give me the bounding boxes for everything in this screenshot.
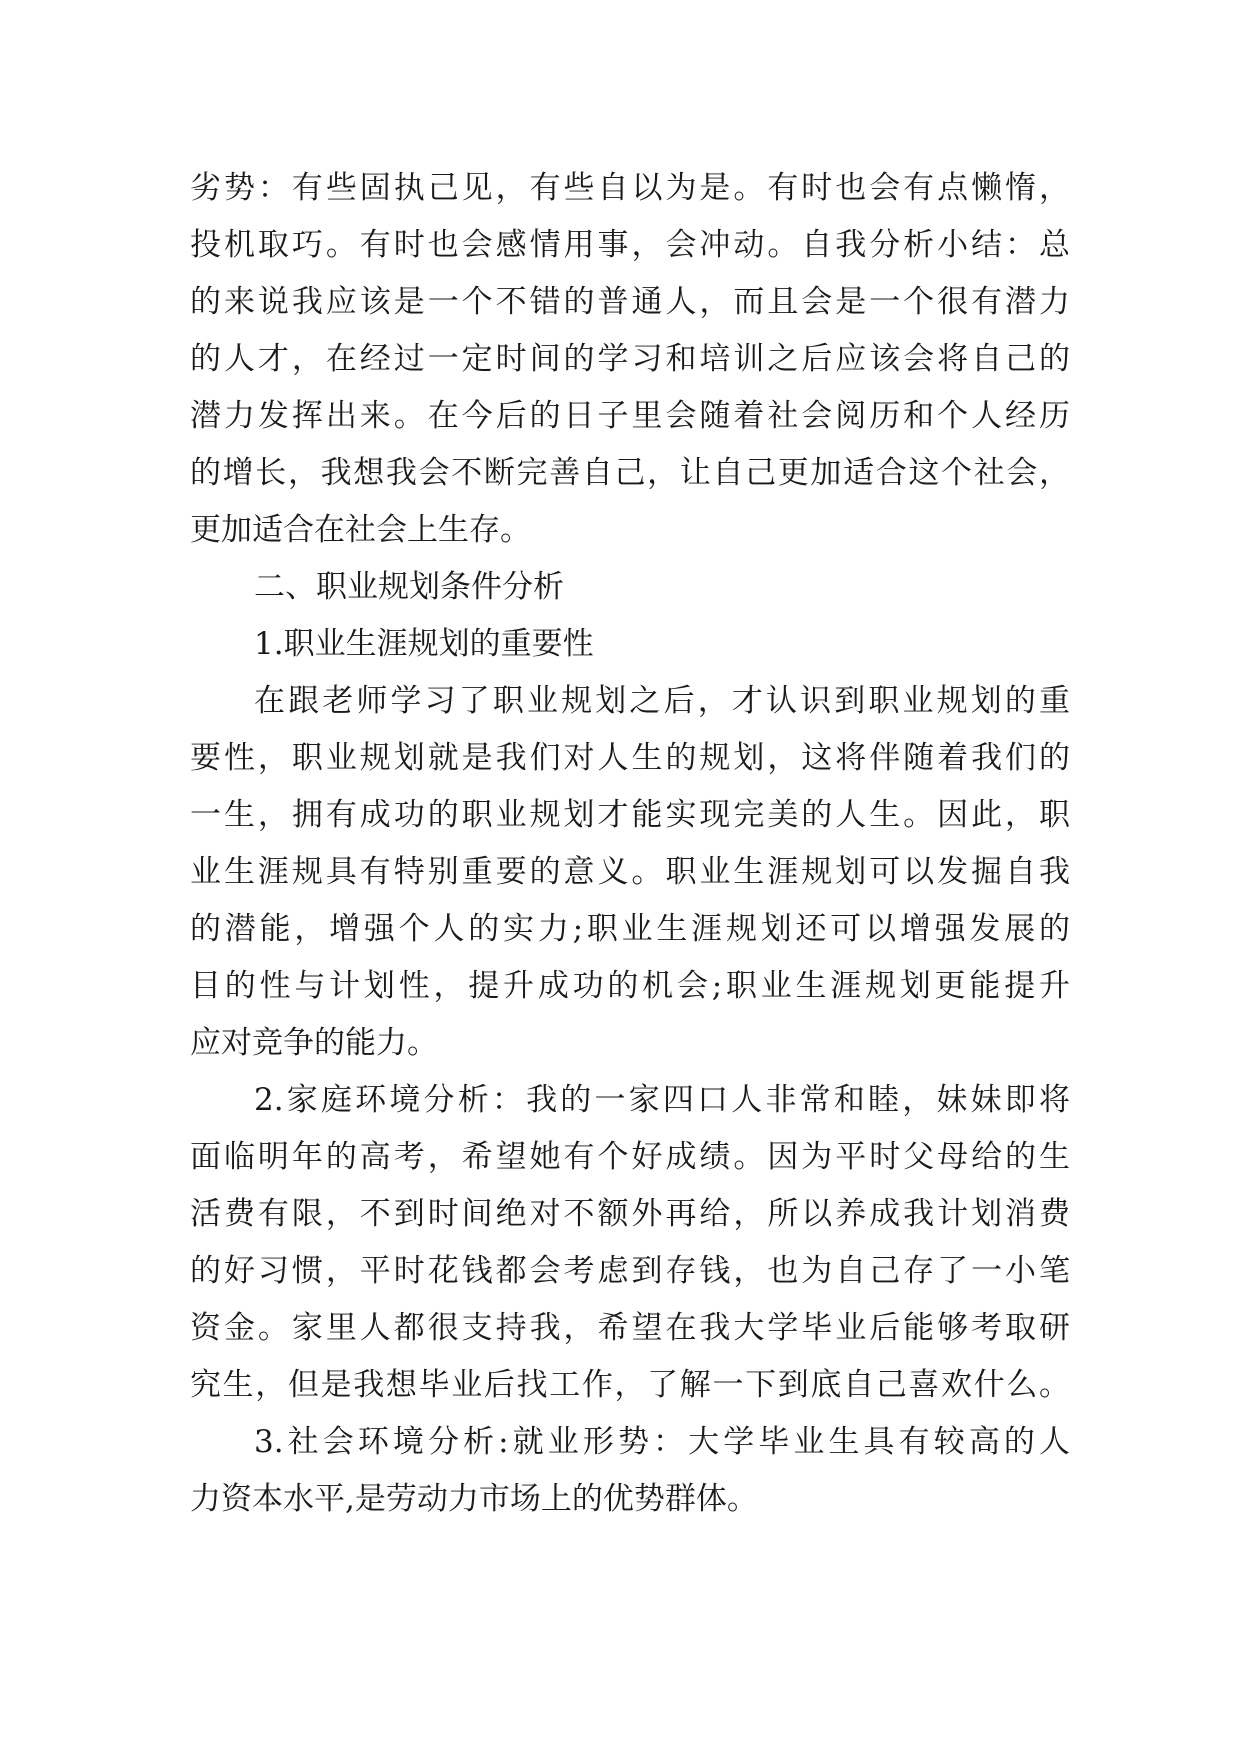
- text-line: 的人才，在经过一定时间的学习和培训之后应该会将自己的: [190, 341, 1070, 377]
- text-line: 的来说我应该是一个不错的普通人，而且会是一个很有潜力: [190, 284, 1070, 320]
- text-line: 的增长，我想我会不断完善自己，让自己更加适合这个社会，: [190, 455, 1070, 491]
- text-line: 一生，拥有成功的职业规划才能实现完美的人生。因此，职: [190, 797, 1070, 833]
- text-line: 劣势：有些固执己见，有些自以为是。有时也会有点懒惰，: [190, 170, 1070, 206]
- text-line: 3.社会环境分析:就业形势：大学毕业生具有较高的人: [254, 1424, 1070, 1460]
- text-line: 活费有限，不到时间绝对不额外再给，所以养成我计划消费: [190, 1196, 1070, 1232]
- text-line: 资金。家里人都很支持我，希望在我大学毕业后能够考取研: [190, 1310, 1070, 1346]
- text-line: 面临明年的高考，希望她有个好成绩。因为平时父母给的生: [190, 1139, 1070, 1175]
- text-line: 1.职业生涯规划的重要性: [254, 626, 594, 662]
- text-line: 2.家庭环境分析：我的一家四口人非常和睦，妹妹即将: [254, 1082, 1070, 1118]
- text-line: 二、职业规划条件分析: [254, 569, 564, 605]
- text-line: 潜力发挥出来。在今后的日子里会随着社会阅历和个人经历: [190, 398, 1070, 434]
- text-line: 应对竞争的能力。: [190, 1025, 438, 1061]
- text-line: 要性，职业规划就是我们对人生的规划，这将伴随着我们的: [190, 740, 1070, 776]
- document-body: [190, 160, 1070, 1528]
- text-line: 究生，但是我想毕业后找工作，了解一下到底自己喜欢什么。: [190, 1367, 1070, 1403]
- text-line: 在跟老师学习了职业规划之后，才认识到职业规划的重: [254, 683, 1070, 719]
- text-line: 目的性与计划性，提升成功的机会;职业生涯规划更能提升: [190, 968, 1070, 1004]
- text-line: 更加适合在社会上生存。: [190, 512, 531, 548]
- text-line: 的潜能，增强个人的实力;职业生涯规划还可以增强发展的: [190, 911, 1070, 947]
- text-line: 投机取巧。有时也会感情用事，会冲动。自我分析小结：总: [190, 227, 1070, 263]
- text-line: 的好习惯，平时花钱都会考虑到存钱，也为自己存了一小笔: [190, 1253, 1070, 1289]
- text-line: 业生涯规具有特别重要的意义。职业生涯规划可以发掘自我: [190, 854, 1070, 890]
- text-line: 力资本水平,是劳动力市场上的优势群体。: [190, 1481, 758, 1517]
